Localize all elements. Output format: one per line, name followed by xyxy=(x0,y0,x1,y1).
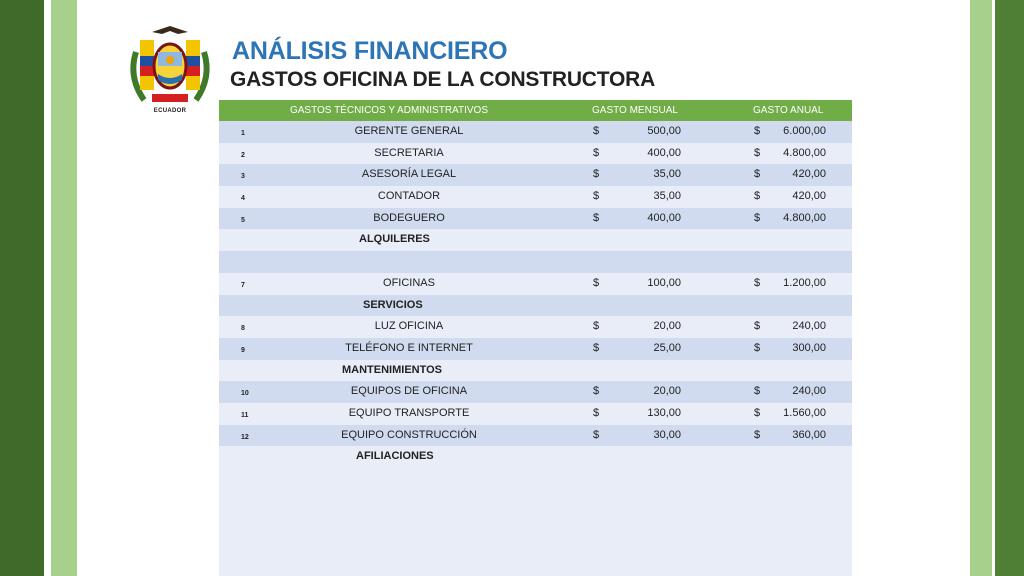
expense-label: LUZ OFICINA xyxy=(374,320,444,333)
monthly-currency-symbol: $ xyxy=(593,385,600,398)
left-light-band xyxy=(51,0,77,576)
table-row xyxy=(219,425,852,447)
expense-label: TELÉFONO E INTERNET xyxy=(345,341,473,354)
monthly-amount: 20,00 xyxy=(653,385,681,398)
row-number: 4 xyxy=(241,195,245,203)
row-number: 9 xyxy=(241,346,245,354)
column-header-monthly: GASTO MENSUAL xyxy=(592,105,678,116)
row-number: 10 xyxy=(241,390,249,398)
section-row xyxy=(219,360,852,382)
annual-amount: 420,00 xyxy=(792,190,826,203)
column-header-annual: GASTO ANUAL xyxy=(753,105,824,116)
table-row xyxy=(219,121,852,143)
row-number: 1 xyxy=(241,130,245,137)
monthly-amount: 35,00 xyxy=(653,190,681,203)
annual-amount: 4.800,00 xyxy=(783,211,826,224)
annual-currency-symbol: $ xyxy=(754,168,761,181)
annual-amount: 1.200,00 xyxy=(783,276,826,289)
table-header xyxy=(219,100,852,121)
row-number: 7 xyxy=(241,281,245,289)
annual-amount: 360,00 xyxy=(792,428,826,441)
monthly-currency-symbol: $ xyxy=(593,168,600,181)
monthly-amount: 400,00 xyxy=(647,146,681,159)
annual-currency-symbol: $ xyxy=(754,320,761,333)
annual-amount: 420,00 xyxy=(792,168,826,181)
section-label: ALQUILERES xyxy=(359,233,430,246)
table-row xyxy=(219,143,852,165)
left-dark-band xyxy=(0,0,44,576)
annual-currency-symbol: $ xyxy=(754,341,761,354)
table-row xyxy=(219,338,852,360)
monthly-currency-symbol: $ xyxy=(593,146,600,159)
monthly-amount: 35,00 xyxy=(653,168,681,181)
expense-label: BODEGUERO xyxy=(373,211,445,224)
monthly-amount: 400,00 xyxy=(647,211,681,224)
annual-currency-symbol: $ xyxy=(754,276,761,289)
expense-label: CONTADOR xyxy=(377,190,441,203)
section-label: SERVICIOS xyxy=(363,298,423,311)
table-row xyxy=(219,186,852,208)
monthly-currency-symbol: $ xyxy=(593,190,600,203)
expense-label: OFICINAS xyxy=(383,276,435,289)
annual-amount: 1.560,00 xyxy=(783,406,826,419)
section-label: AFILIACIONES xyxy=(356,450,434,463)
page-title: ANÁLISIS FINANCIERO xyxy=(232,37,508,65)
annual-amount: 240,00 xyxy=(792,385,826,398)
row-number: 3 xyxy=(241,173,245,181)
monthly-amount: 20,00 xyxy=(653,320,681,333)
page-subtitle: GASTOS OFICINA DE LA CONSTRUCTORA xyxy=(230,68,656,91)
section-row xyxy=(219,295,852,317)
annual-amount: 300,00 xyxy=(792,341,826,354)
expense-label: EQUIPO CONSTRUCCIÓN xyxy=(341,428,477,441)
row-number: 12 xyxy=(241,433,249,441)
annual-currency-symbol: $ xyxy=(754,211,761,224)
monthly-amount: 25,00 xyxy=(653,341,681,354)
expense-label: ASESORÍA LEGAL xyxy=(361,168,457,181)
expense-label: GERENTE GENERAL xyxy=(354,125,464,137)
monthly-amount: 130,00 xyxy=(647,406,681,419)
table-row xyxy=(219,164,852,186)
monthly-currency-symbol: $ xyxy=(593,211,600,224)
monthly-currency-symbol: $ xyxy=(593,406,600,419)
table-body xyxy=(219,121,852,468)
table-row xyxy=(219,403,852,425)
blank-row xyxy=(219,251,852,273)
monthly-amount: 100,00 xyxy=(647,276,681,289)
annual-amount: 6.000,00 xyxy=(783,125,826,137)
monthly-currency-symbol: $ xyxy=(593,428,600,441)
table-row xyxy=(219,316,852,338)
logo-caption: ECUADOR xyxy=(153,108,187,114)
monthly-currency-symbol: $ xyxy=(593,276,600,289)
expense-label: EQUIPOS DE OFICINA xyxy=(350,385,468,398)
expenses-table xyxy=(219,100,852,576)
column-header-description: GASTOS TÉCNICOS Y ADMINISTRATIVOS xyxy=(289,105,488,116)
annual-currency-symbol: $ xyxy=(754,146,761,159)
monthly-amount: 30,00 xyxy=(653,428,681,441)
monthly-currency-symbol: $ xyxy=(593,125,600,137)
table-row xyxy=(219,208,852,230)
expense-label: EQUIPO TRANSPORTE xyxy=(348,406,470,419)
row-number: 11 xyxy=(241,411,249,419)
annual-currency-symbol: $ xyxy=(754,125,761,137)
monthly-currency-symbol: $ xyxy=(593,341,600,354)
right-dark-band xyxy=(995,0,1024,576)
annual-currency-symbol: $ xyxy=(754,190,761,203)
section-row xyxy=(219,229,852,251)
annual-amount: 240,00 xyxy=(792,320,826,333)
table-row xyxy=(219,381,852,403)
row-number: 8 xyxy=(241,325,245,333)
row-number: 5 xyxy=(241,216,245,224)
ecuador-coat-of-arms-logo xyxy=(122,22,218,122)
section-label: MANTENIMIENTOS xyxy=(342,363,443,376)
monthly-amount: 500,00 xyxy=(647,125,681,137)
right-light-band xyxy=(970,0,992,576)
monthly-currency-symbol: $ xyxy=(593,320,600,333)
annual-amount: 4.800,00 xyxy=(783,146,826,159)
expense-label: SECRETARIA xyxy=(374,146,444,159)
annual-currency-symbol: $ xyxy=(754,406,761,419)
row-number: 2 xyxy=(241,151,245,159)
annual-currency-symbol: $ xyxy=(754,385,761,398)
table-row xyxy=(219,273,852,295)
annual-currency-symbol: $ xyxy=(754,428,761,441)
section-row xyxy=(219,446,852,468)
